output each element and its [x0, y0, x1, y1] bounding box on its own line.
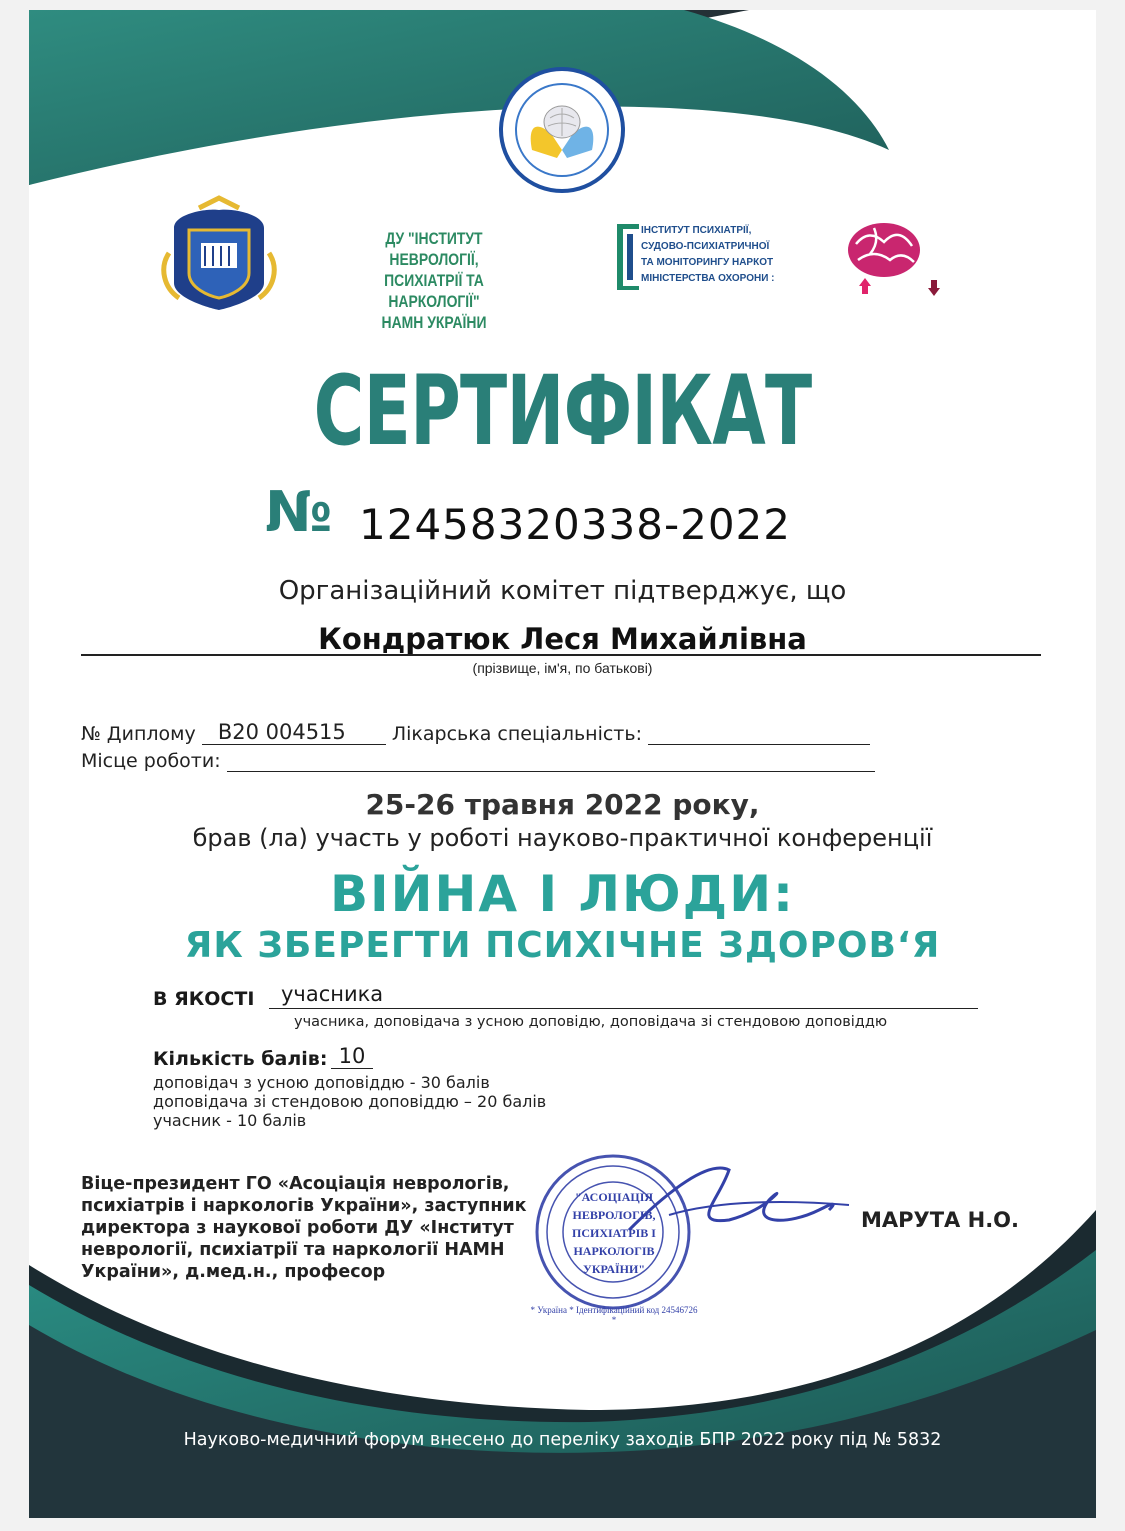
- specialty-label: Лікарська спеціальність:: [391, 723, 642, 745]
- role-hint: учасника, доповідача з усною доповідю, доповідача зі стендовою доповіддю: [294, 1014, 888, 1030]
- name-hint: (прізвище, ім'я, по батькові): [472, 660, 653, 676]
- participant-name: Кондратюк Леся Михайлівна: [318, 622, 807, 656]
- brain-logo: [848, 223, 940, 296]
- event-date: 25-26 травня 2022 року,: [365, 788, 760, 821]
- workplace-value: [227, 751, 875, 772]
- diploma-value: В20 004515: [202, 720, 386, 745]
- specialty-value: [648, 724, 870, 745]
- diploma-row: [81, 720, 870, 745]
- points-line-participant: учасник - 10 балів: [153, 1111, 307, 1130]
- institute-psychiatry-logo-text: ІНСТИТУТ ПСИХІАТРІЇ, СУДОВО-ПСИХІАТРИЧНОЇ ТА МОНІТОРИНГУ НАРКОТ МІНІСТЕРСТВА ОХОРОНИ :: [641, 225, 775, 284]
- role-label: В ЯКОСТІ: [153, 988, 255, 1010]
- certificate-sheet: [29, 10, 1096, 1518]
- diploma-label: № Диплому: [81, 723, 196, 745]
- association-logo: [501, 69, 623, 191]
- institute-neurology-logo-text: ДУ "ІНСТИТУТ НЕВРОЛОГІЇ, ПСИХІАТРІЇ ТА НАРКОЛОГІЇ" НАМН УКРАЇНИ: [381, 229, 487, 332]
- top-teal-swoosh: [29, 10, 889, 185]
- conference-title-line2: ЯК ЗБЕРЕГТИ ПСИХІЧНЕ ЗДОРОВ‘Я: [184, 925, 941, 966]
- workplace-label: Місце роботи:: [81, 750, 221, 772]
- participation-text: брав (ла) участь у роботі науково-практичної конференції: [192, 824, 933, 852]
- coat-of-arms-logo: [164, 198, 274, 310]
- certificate-number: 12458320338-2022: [359, 500, 791, 549]
- role-value: учасника: [269, 982, 978, 1009]
- points-line-poster: доповідача зі стендовою доповіддю – 20 балів: [153, 1092, 547, 1111]
- points-value: 10: [331, 1044, 373, 1069]
- name-underline: [81, 654, 1041, 656]
- stamp-ring-text: * Україна * Ідентифікаційний код 24546726 *: [530, 1305, 698, 1325]
- confirm-text: Організаційний комітет підтверджує, що: [278, 576, 847, 606]
- points-label: Кількість балів:: [153, 1048, 328, 1070]
- signer-name: МАРУТА Н.О.: [861, 1208, 1020, 1232]
- institute-psychiatry-logo: [617, 224, 639, 290]
- stamp-center-text: "АСОЦІАЦІЯ НЕВРОЛОГІВ, ПСИХІАТРІВ І НАРКОЛОГІВ УКРАЇНИ": [572, 1190, 656, 1276]
- certificate-title: СЕРТИФІКАТ: [313, 355, 812, 467]
- footer-note: Науково-медичний форум внесено до переліку заходів БПР 2022 року під № 5832: [183, 1430, 942, 1450]
- number-sign: №: [265, 480, 333, 545]
- workplace-row: [81, 750, 875, 772]
- points-line-oral: доповідач з усною доповіддю - 30 балів: [153, 1073, 490, 1092]
- conference-title-line1: ВІЙНА І ЛЮДИ:: [329, 865, 796, 923]
- signer-title: Віце-президент ГО «Асоціація неврологів, психіатрів і наркологів України», заступник директора з наукової роботи ДУ «Інститут неврології, психіатрії та наркології НАМН України», д.мед.н., професор: [81, 1174, 527, 1282]
